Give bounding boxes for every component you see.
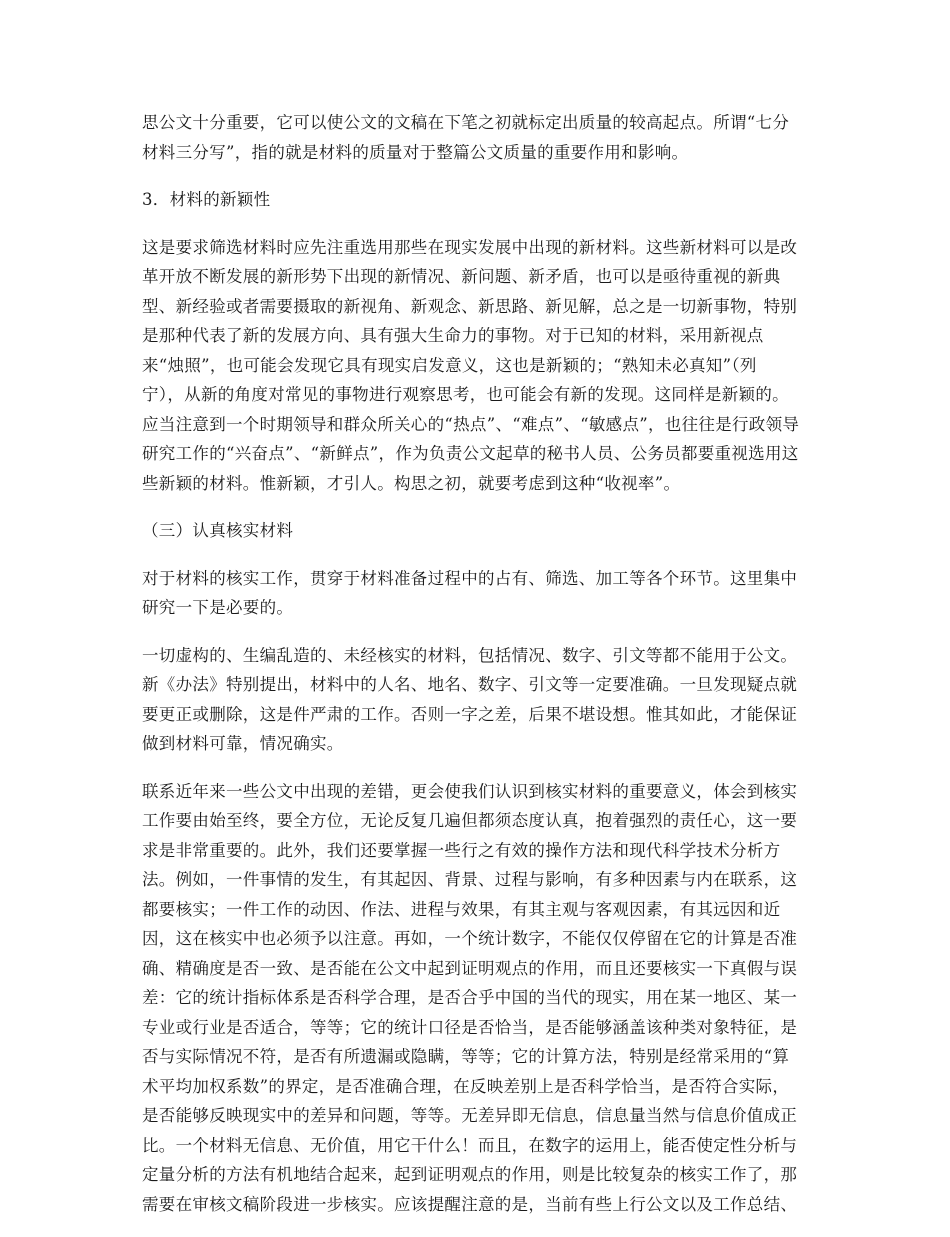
text-line: 因，这在核实中也必须予以注意。再如，一个统计数字，不能仅仅停留在它的计算是否准 bbox=[142, 929, 798, 948]
text-line: 确、精确度是否一致、是否能在公文中起到证明观点的作用，而且还要核实一下真假与误 bbox=[142, 958, 798, 978]
text-line: 材料三分写”，指的就是材料的质量对于整篇公文质量的重要作用和影响。 bbox=[142, 142, 689, 162]
text-line: 来“烛照”，也可能会发现它具有现实启发意义，这也是新颖的；“熟知未必真知”（列 bbox=[142, 355, 757, 375]
text-line: 联系近年来一些公文中出现的差错，更会使我们认识到核实材料的重要意义，体会到核实 bbox=[142, 781, 798, 801]
document-page bbox=[142, 108, 810, 1237]
text-line: 要更正或删除，这是件严肃的工作。否则一字之差，后果不堪设想。惟其如此，才能保证 bbox=[142, 704, 798, 724]
paragraph-verify-details bbox=[142, 777, 810, 1220]
heading-text: 3．材料的新颖性 bbox=[142, 190, 271, 209]
text-line: 是那种代表了新的发展方向、具有强大生命力的事物。对于已知的材料，采用新视点 bbox=[142, 326, 764, 345]
text-line: 型、新经验或者需要摄取的新视角、新观念、新思路、新见解，总之是一切新事物，特别 bbox=[142, 296, 798, 316]
text-line: 需要在审核文稿阶段进一步核实。应该提醒注意的是，当前有些上行公文以及工作总结、 bbox=[142, 1194, 798, 1214]
section-heading-novelty bbox=[142, 185, 810, 215]
text-line: 否与实际情况不符，是否有所遗漏或隐瞒，等等；它的计算方法，特别是经常采用的“算 bbox=[142, 1047, 790, 1066]
text-line: 是否能够反映现实中的差异和问题，等等。无差异即无信息，信息量当然与信息价值成正 bbox=[142, 1106, 798, 1125]
paragraph-intro bbox=[142, 108, 810, 167]
paragraph-verify-intro bbox=[142, 564, 810, 623]
text-line: 差：它的统计指标体系是否科学合理，是否合乎中国的当代的现实，用在某一地区、某一 bbox=[142, 988, 798, 1007]
text-line: 些新颖的材料。惟新颖，才引人。构思之初，就要考虑到这种“收视率”。 bbox=[142, 473, 681, 493]
text-line: 定量分析的方法有机地结合起来，起到证明观点的作用，则是比较复杂的核实工作了，那 bbox=[142, 1165, 798, 1184]
text-line: 这是要求筛选材料时应先注重选用那些在现实发展中出现的新材料。这些新材料可以是改 bbox=[142, 237, 798, 257]
text-line: 专业或行业是否适合，等等；它的统计口径是否恰当，是否能够涵盖该种类对象特征，是 bbox=[142, 1017, 798, 1037]
text-line: 求是非常重要的。此外，我们还要掌握一些行之有效的操作方法和现代科学技术分析方 bbox=[142, 840, 781, 860]
text-line: 新《办法》特别提出，材料中的人名、地名、数字、引文等一定要准确。一旦发现疑点就 bbox=[142, 675, 798, 694]
text-line: 比。一个材料无信息、无价值，用它干什么！而且，在数字的运用上，能否使定性分析与 bbox=[142, 1135, 798, 1155]
paragraph-novelty bbox=[142, 233, 810, 499]
paragraph-verify-rules bbox=[142, 641, 810, 759]
text-line: 一切虚构的、生编乱造的、未经核实的材料，包括情况、数字、引文等都不能用于公文。 bbox=[142, 645, 798, 665]
text-line: 革开放不断发展的新形势下出现的新情况、新问题、新矛盾，也可以是亟待重视的新典 bbox=[142, 267, 781, 286]
text-line: 研究一下是必要的。 bbox=[142, 598, 294, 617]
section-heading-verify bbox=[142, 516, 810, 546]
heading-text: （三）认真核实材料 bbox=[142, 521, 294, 540]
text-line: 宁），从新的角度对常见的事物进行观察思考，也可能会有新的发现。这同样是新颖的。 bbox=[142, 385, 789, 404]
text-line: 法。例如，一件事情的发生，有其起因、背景、过程与影响，有多种因素与内在联系，这 bbox=[142, 870, 798, 889]
text-line: 研究工作的“兴奋点”、“新鲜点”，作为负责公文起草的秘书人员、公务员都要重视选用这 bbox=[142, 444, 799, 463]
text-line: 对于材料的核实工作，贯穿于材料准备过程中的占有、筛选、加工等各个环节。这里集中 bbox=[142, 568, 798, 588]
text-line: 都要核实；一件工作的动因、作法、进程与效果，有其主观与客观因素，有其远因和近 bbox=[142, 899, 781, 919]
text-line: 工作要由始至终，要全方位，无论反复几遍但都须态度认真，抱着强烈的责任心，这一要 bbox=[142, 811, 798, 830]
text-line: 做到材料可靠，情况确实。 bbox=[142, 734, 344, 753]
text-line: 应当注意到一个时期领导和群众所关心的“热点”、“难点”、“敏感点”，也往往是行政领导 bbox=[142, 414, 800, 434]
text-line: 术平均加权系数”的界定，是否准确合理，在反映差别上是否科学恰当，是否符合实际， bbox=[142, 1076, 790, 1096]
text-line: 思公文十分重要，它可以使公文的文稿在下笔之初就标定出质量的较高起点。所谓“七分 bbox=[142, 113, 790, 132]
